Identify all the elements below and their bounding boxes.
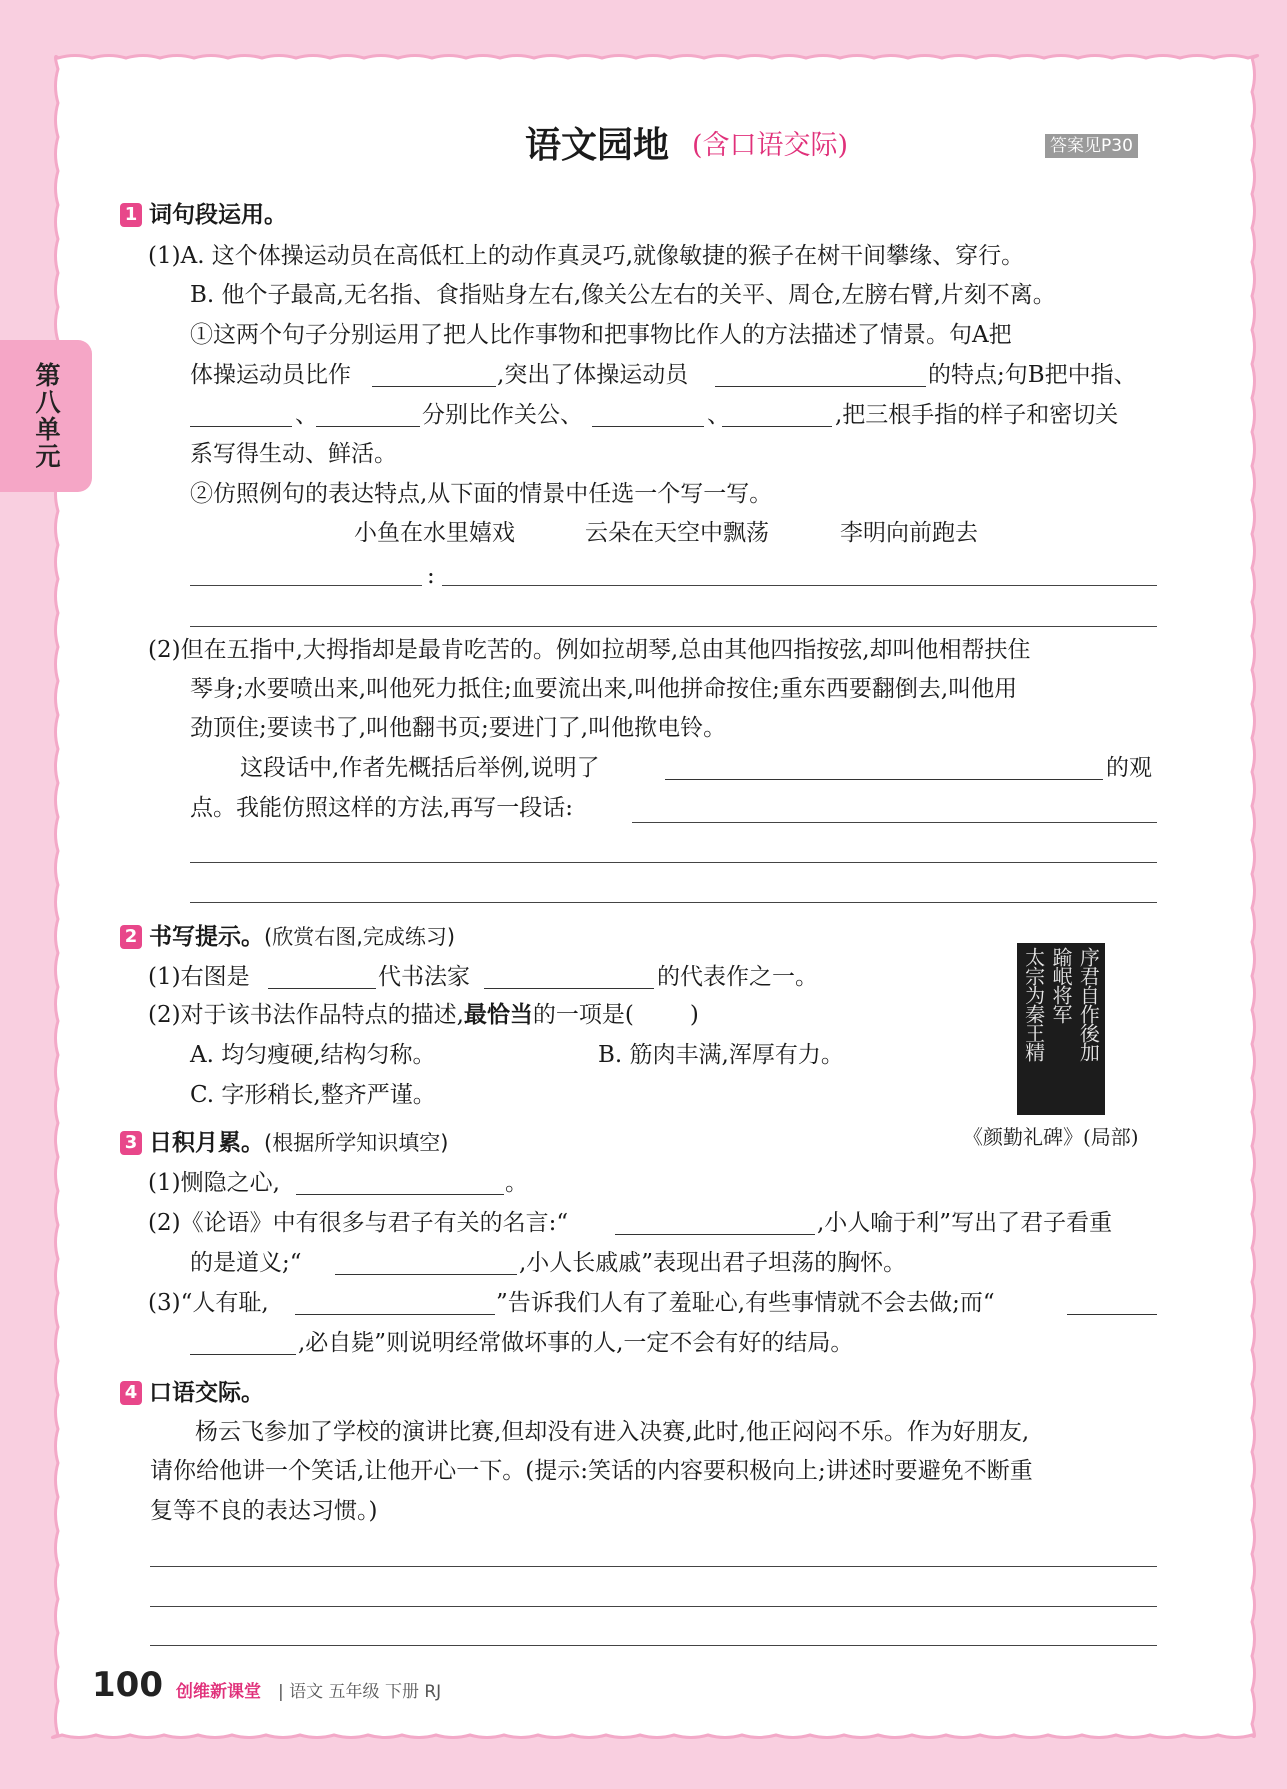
- q2-line1c: 的代表作之一。: [657, 964, 818, 990]
- q3-blank-3[interactable]: [335, 1274, 517, 1275]
- q4-answer-line-3[interactable]: [150, 1645, 1157, 1646]
- page-subtitle: (含口语交际): [692, 130, 849, 161]
- q1-sub1-line2b: ,突出了体操运动员: [497, 362, 689, 388]
- q1-blank-finger-2[interactable]: [316, 426, 420, 427]
- page-title: 语文园地: [525, 125, 670, 166]
- q4-answer-line-2[interactable]: [150, 1606, 1157, 1607]
- q1-p2-answer-line-2[interactable]: [190, 862, 1157, 863]
- q1-blank-finger-1[interactable]: [190, 426, 292, 427]
- q3-line1b: 。: [505, 1170, 528, 1196]
- q3-line2b: ,小人喻于利”写出了君子看重: [817, 1210, 1113, 1236]
- q1-answer-line-1[interactable]: [442, 585, 1157, 586]
- q3-note: (根据所学知识填空): [264, 1131, 449, 1155]
- q3-blank-2[interactable]: [615, 1234, 815, 1235]
- q1-sub1-sep2: 、: [707, 402, 730, 428]
- q1-blank-viewpoint[interactable]: [665, 779, 1103, 780]
- q3-blank-5a[interactable]: [1067, 1314, 1157, 1315]
- q4-line1: 杨云飞参加了学校的演讲比赛,但却没有进入决赛,此时,他正闷闷不乐。作为好朋友,: [195, 1419, 1030, 1445]
- q3-blank-4[interactable]: [295, 1314, 495, 1315]
- q2-line2-emphasis: 最恰当: [463, 1002, 533, 1028]
- q1-blank-gymnast-trait[interactable]: [715, 386, 926, 387]
- q4-line3: 复等不良的表达习惯。): [150, 1498, 378, 1524]
- answer-reference-badge: 答案见P30: [1045, 134, 1138, 158]
- q4-number-badge: 4: [120, 1381, 142, 1405]
- q1-answer-colon: :: [427, 563, 435, 589]
- q2-blank-dynasty[interactable]: [268, 988, 376, 989]
- calligraphy-column-1: 序君自作後加: [1076, 947, 1101, 1061]
- q3-blank-5b[interactable]: [190, 1354, 296, 1355]
- q1-choice-3: 李明向前跑去: [840, 520, 978, 546]
- q2-blank-calligrapher[interactable]: [484, 988, 654, 989]
- q1-sub1-line3d: ,把三根手指的样子和密切关: [835, 402, 1119, 428]
- q1-sub1-line4: 系写得生动、鲜活。: [190, 441, 397, 467]
- q1-number-badge: 1: [120, 203, 142, 227]
- q2-line2: [148, 1000, 699, 1030]
- q1-answer-line-2[interactable]: [190, 626, 1157, 627]
- q3-title: 日积月累。: [149, 1130, 264, 1156]
- q4-answer-line-1[interactable]: [150, 1566, 1157, 1567]
- footer-brand: 创维新课堂: [176, 1682, 261, 1702]
- q2-line1a: (1)右图是: [148, 964, 250, 990]
- q3-number-badge: 3: [120, 1131, 142, 1155]
- q3-line2a: (2)《论语》中有很多与君子有关的名言:“: [148, 1210, 569, 1236]
- q2-title: 书写提示。: [149, 924, 264, 950]
- q3-line4a: (3)“人有耻,: [148, 1290, 269, 1316]
- q3-line1a: (1)恻隐之心,: [148, 1170, 280, 1196]
- q3-heading: [120, 1128, 448, 1158]
- q3-blank-1[interactable]: [296, 1194, 504, 1195]
- q1-choice-1: 小鱼在水里嬉戏: [354, 520, 515, 546]
- q1-p2-line4b: 的观: [1106, 755, 1152, 781]
- q2-heading: [120, 922, 455, 952]
- page-number: 100: [92, 1665, 163, 1705]
- q1-sub2-instruction: ②仿照例句的表达特点,从下面的情景中任选一个写一写。: [190, 481, 773, 507]
- q1-sub1-line1: ①这两个句子分别运用了把人比作事物和把事物比作人的方法描述了情景。句A把: [190, 322, 1012, 348]
- calligraphy-column-2: 踰岷将军: [1048, 947, 1073, 1023]
- q1-p2-answer-line-3[interactable]: [190, 902, 1157, 903]
- q3-line4b: ”告诉我们人有了羞耻心,有些事情就不会去做;而“: [496, 1290, 995, 1316]
- q1-p2-line3: 劲顶住;要读书了,叫他翻书页;要进门了,叫他揿电铃。: [190, 715, 727, 741]
- q2-line1b: 代书法家: [378, 964, 470, 990]
- q4-heading: [120, 1378, 264, 1408]
- unit-side-tab-label: 第八单元: [32, 362, 61, 470]
- q3-line5: ,必自毙”则说明经常做坏事的人,一定不会有好的结局。: [298, 1330, 854, 1356]
- q1-sub1-line3b: 分别比作关公、: [422, 402, 583, 428]
- q1-sub1-line2a: 体操运动员比作: [190, 362, 351, 388]
- q1-title: 词句段运用。: [149, 202, 287, 228]
- q1-p2-line5: 点。我能仿照这样的方法,再写一段话:: [190, 795, 574, 821]
- q1-blank-figure-2[interactable]: [722, 426, 832, 427]
- q1-p1-sentence-a: (1)A. 这个体操运动员在高低杠上的动作真灵巧,就像敏捷的猴子在树干间攀缘、穿行。: [148, 243, 1025, 269]
- q1-sub1-line2c: 的特点;句B把中指、: [928, 362, 1137, 388]
- unit-side-tab: [0, 340, 92, 492]
- q2-note: (欣赏右图,完成练习): [264, 925, 456, 949]
- q2-option-c[interactable]: C. 字形稍长,整齐严谨。: [190, 1082, 436, 1108]
- q4-line2: 请你给他讲一个笑话,让他开心一下。(提示:笑话的内容要积极向上;讲述时要避免不断重: [150, 1458, 1033, 1484]
- q1-blank-figure-1[interactable]: [592, 426, 704, 427]
- footer-book-info: | 语文 五年级 下册 RJ: [278, 1682, 442, 1702]
- q2-line2c: 的一项是(: [532, 1002, 634, 1028]
- q2-option-a[interactable]: A. 均匀瘦硬,结构匀称。: [190, 1042, 436, 1068]
- q1-p1-sentence-b: B. 他个子最高,无名指、食指贴身左右,像关公左右的关平、周仓,左膀右臂,片刻不离。: [190, 282, 1056, 308]
- calligraphy-caption: 《颜勤礼碑》(局部): [963, 1125, 1139, 1149]
- q3-line3a: 的是道义;“: [190, 1250, 302, 1276]
- q1-sub1-sep1: 、: [295, 402, 318, 428]
- q2-number-badge: 2: [120, 925, 142, 949]
- q1-p2-line4a: 这段话中,作者先概括后举例,说明了: [240, 755, 600, 781]
- q4-title: 口语交际。: [149, 1380, 264, 1406]
- q2-line2a: (2)对于该书法作品特点的描述,: [148, 1002, 464, 1028]
- q1-answer-line-scene[interactable]: [190, 585, 422, 586]
- q2-option-b[interactable]: B. 筋肉丰满,浑厚有力。: [598, 1042, 844, 1068]
- q3-line3b: ,小人长戚戚”表现出君子坦荡的胸怀。: [519, 1250, 907, 1276]
- q1-p2-line2: 琴身;水要喷出来,叫他死力抵住;血要流出来,叫他拼命按住;重东西要翻倒去,叫他用: [190, 676, 1018, 702]
- q1-choice-2: 云朵在天空中飘荡: [585, 520, 769, 546]
- q1-heading: [120, 200, 287, 230]
- q2-line2d: ): [689, 1002, 699, 1028]
- calligraphy-rubbing-image: [1017, 943, 1105, 1115]
- q1-p2-line1: (2)但在五指中,大拇指却是最肯吃苦的。例如拉胡琴,总由其他四指按弦,却叫他相帮扶住: [148, 637, 1031, 663]
- q1-blank-gymnast-compared-to[interactable]: [372, 386, 496, 387]
- calligraphy-column-3: 太宗为秦王精: [1021, 947, 1046, 1061]
- q1-p2-answer-line-1[interactable]: [632, 822, 1157, 823]
